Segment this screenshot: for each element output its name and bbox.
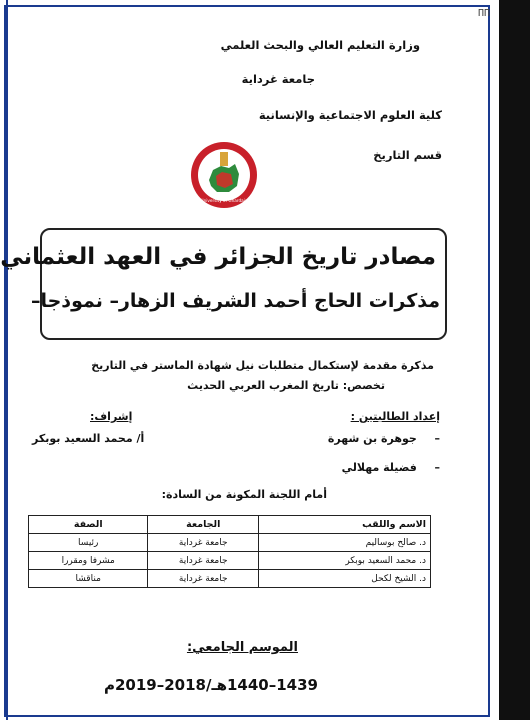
- ministry-name: وزارة التعليم العالي والبحث العلمي: [220, 38, 420, 52]
- university-name: جامعة غرداية: [241, 72, 315, 86]
- student-bullet: –: [434, 432, 440, 445]
- table-row: [29, 534, 431, 552]
- table-row: [29, 570, 431, 588]
- student-name: فضيلة مهلالي: [341, 461, 417, 474]
- member-university: جامعة غرداية: [148, 552, 259, 570]
- member-role: مناقشا: [29, 570, 148, 588]
- column-header: الاسم واللقب: [259, 516, 431, 534]
- member-university: جامعة غرداية: [148, 570, 259, 588]
- supervisor-label: إشراف:: [90, 410, 133, 423]
- academic-years: 1439–1440هـ/2018–2019م: [103, 676, 318, 694]
- student-name: جوهرة بن شهرة: [327, 432, 417, 445]
- student-item-2: [342, 461, 440, 474]
- thesis-purpose: مذكرة مقدمة لإستكمال متطلبات نيل شهادة الماستر في التاريخ: [91, 359, 434, 372]
- student-bullet: –: [434, 461, 440, 474]
- department-name: قسم التاريخ: [373, 148, 442, 162]
- column-header: الصفة: [29, 516, 148, 534]
- thesis-subtitle: مذكرات الحاج أحمد الشريف الزهار– نموذجا–: [30, 290, 440, 312]
- member-university: جامعة غرداية: [148, 534, 259, 552]
- column-header: الجامعة: [148, 516, 259, 534]
- supervisor-name: أ/ محمد السعيد بوبكر: [32, 432, 145, 445]
- member-name: د. محمد السعيد بوبكر: [259, 552, 431, 570]
- committee-intro: أمام اللجنة المكونة من السادة:: [161, 488, 327, 501]
- corner-mark: ПП: [478, 8, 491, 19]
- university-logo: [189, 140, 259, 210]
- logo-tower: [220, 152, 228, 166]
- window-edge: [499, 0, 530, 720]
- member-role: مشرفا ومقررا: [29, 552, 148, 570]
- logo-caption: University of Ghardaia: [200, 198, 248, 203]
- member-name: د. الشيخ لكحل: [259, 570, 431, 588]
- thesis-specialty: تخصص: تاريخ المغرب العربي الحديث: [187, 379, 385, 392]
- students-label: إعداد الطالبتين :: [350, 410, 440, 423]
- table-header-row: [29, 516, 431, 534]
- member-role: رئيسا: [29, 534, 148, 552]
- faculty-name: كلية العلوم الاجتماعية والإنسانية: [258, 108, 442, 122]
- member-name: د. صالح بوساليم: [259, 534, 431, 552]
- season-label: الموسم الجامعي:: [186, 640, 298, 655]
- thesis-title: مصادر تاريخ الجزائر في العهد العثماني: [0, 244, 436, 270]
- student-item-1: [328, 432, 440, 445]
- table-row: [29, 552, 431, 570]
- committee-table: [28, 515, 431, 588]
